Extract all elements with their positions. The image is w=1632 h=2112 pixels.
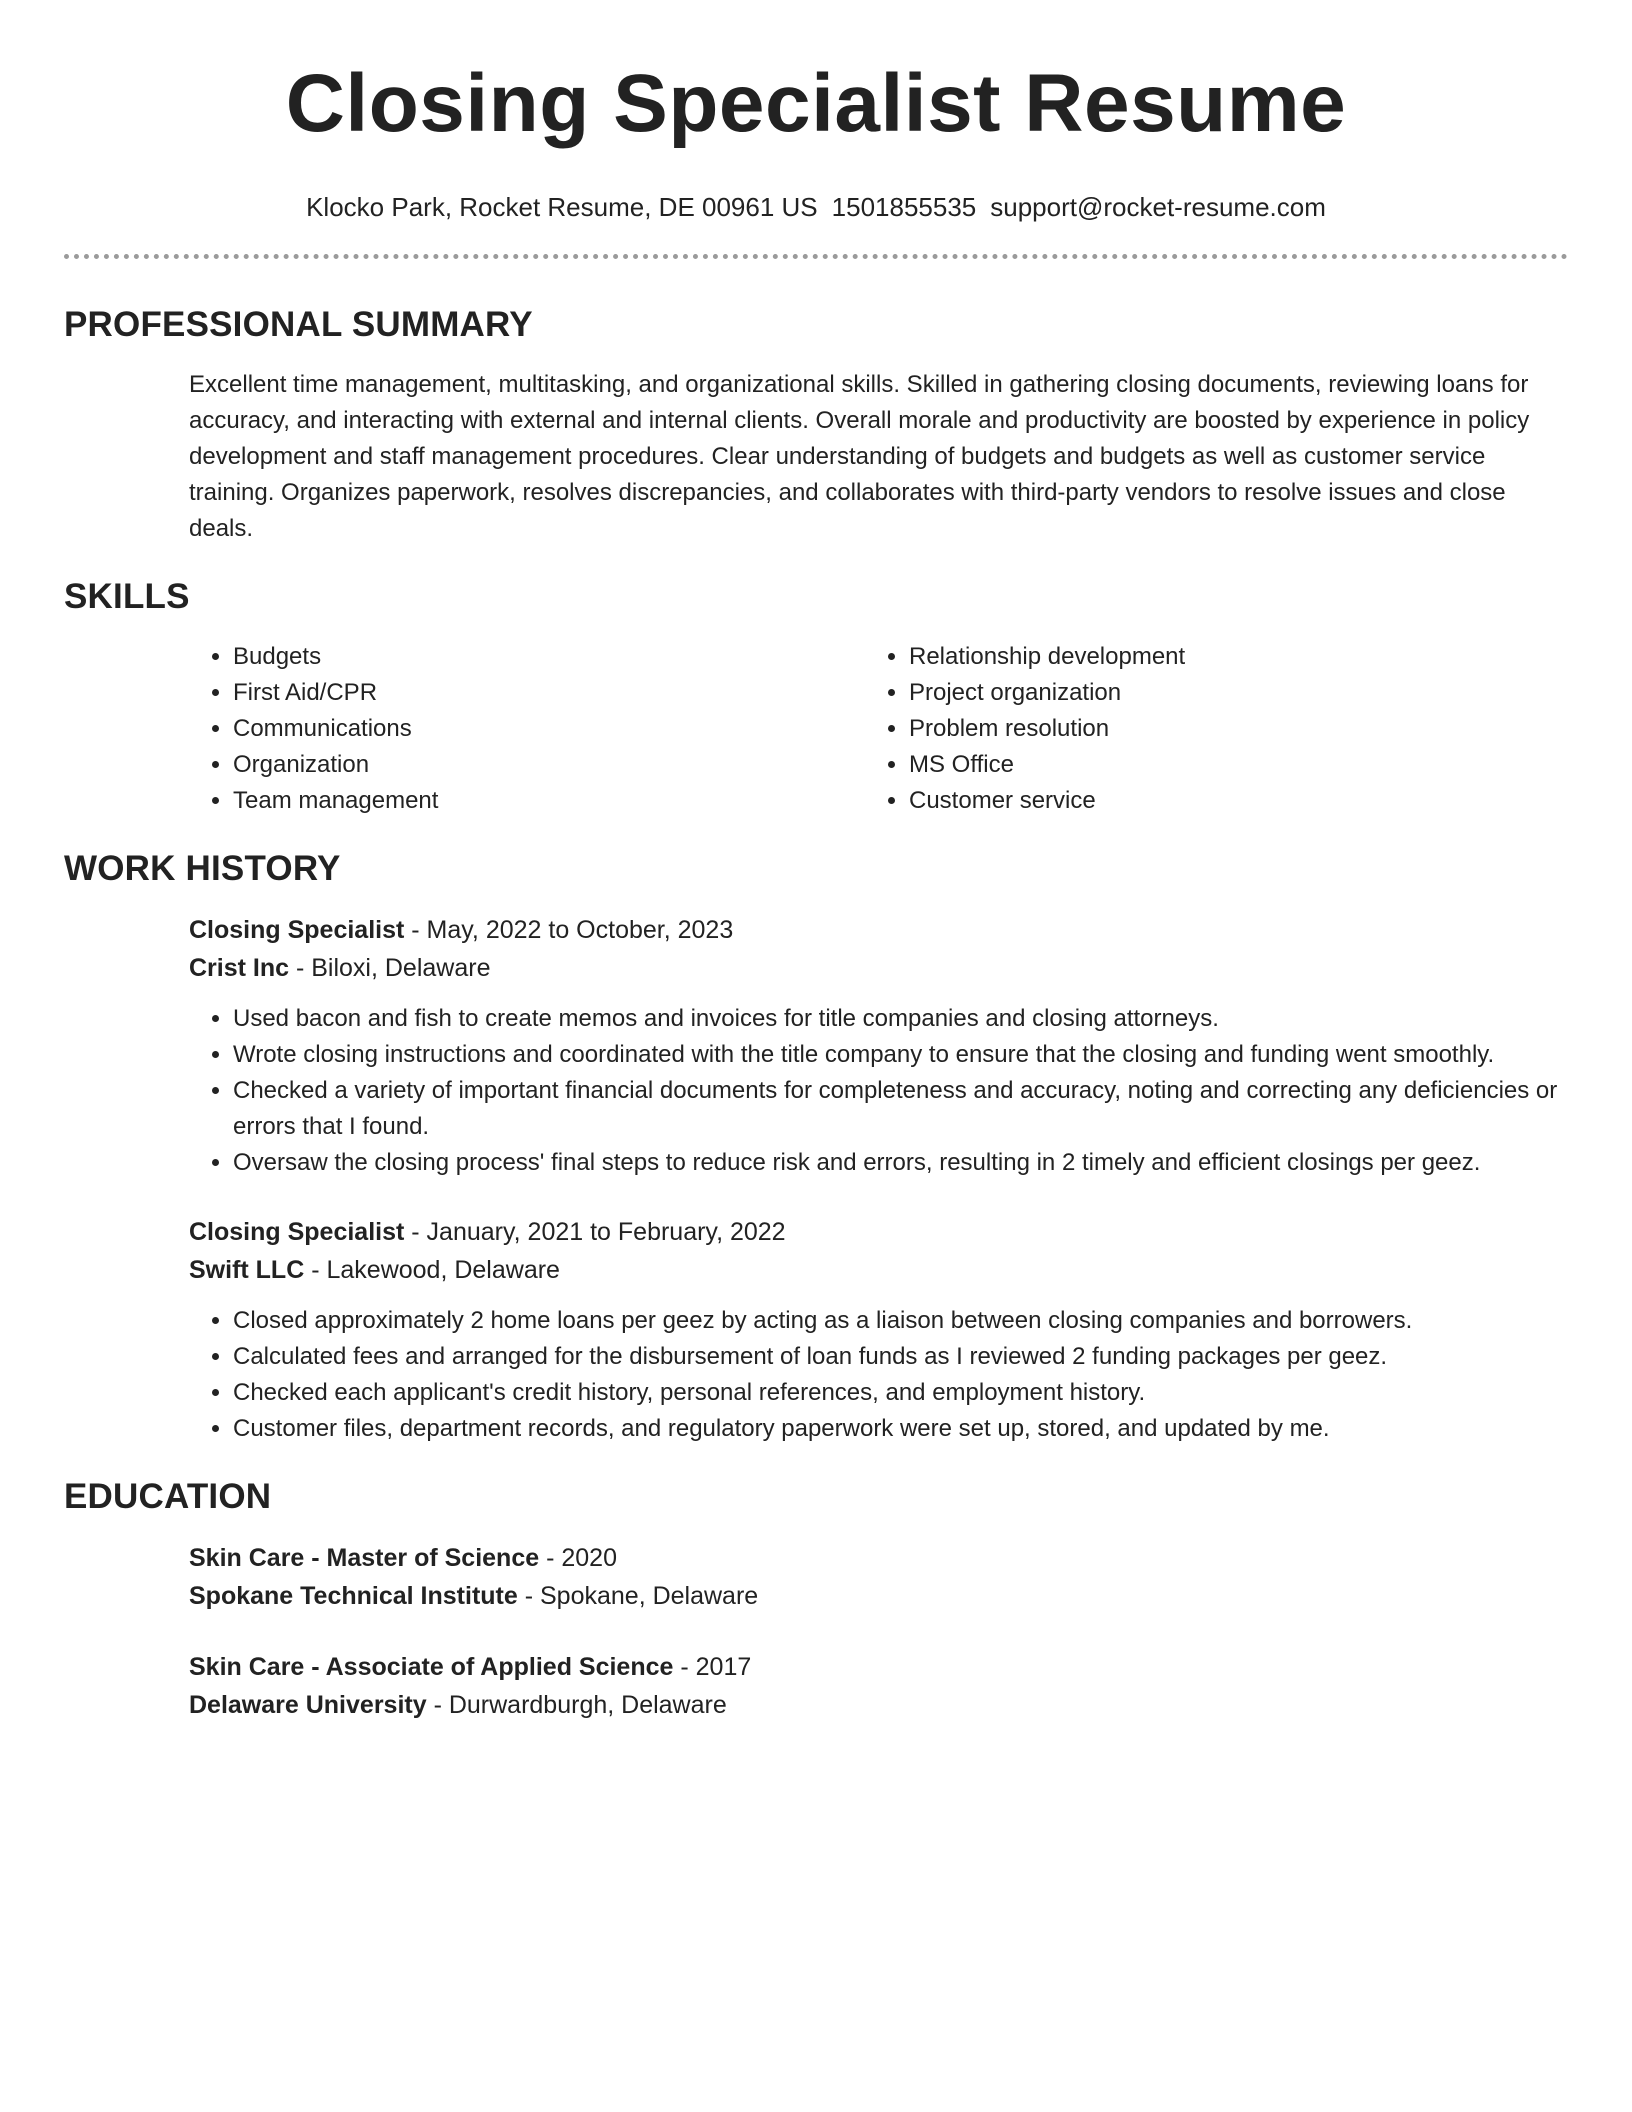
school-line bbox=[189, 1577, 1568, 1615]
contact-email: support@rocket-resume.com bbox=[990, 192, 1326, 222]
job-dates: - January, 2021 to February, 2022 bbox=[404, 1218, 786, 1246]
job-company-line bbox=[189, 949, 1568, 987]
skill-item: • Customer service bbox=[909, 783, 1568, 819]
skill-item: • Communications bbox=[233, 711, 865, 747]
resume-title: Closing Specialist Resume bbox=[285, 58, 1347, 149]
job-duties bbox=[189, 1303, 1568, 1447]
job-duty: • Calculated fees and arranged for the disbursement of loan funds as I reviewed 2 funding packages per geez. bbox=[233, 1339, 1568, 1375]
skill-item: • Relationship development bbox=[909, 639, 1568, 675]
job-duty: • Oversaw the closing process' final steps to reduce risk and errors, resulting in 2 timely and efficient closings per geez. bbox=[233, 1145, 1568, 1181]
contact-phone: 1501855535 bbox=[831, 192, 977, 222]
job-company: Crist Inc bbox=[189, 954, 290, 982]
job-duty: • Wrote closing instructions and coordinated with the title company to ensure that the closing and funding went smoothly. bbox=[233, 1037, 1568, 1073]
skills-heading: SKILLS bbox=[64, 577, 190, 616]
job-entry bbox=[189, 911, 1568, 1181]
summary-text: Excellent time management, multitasking, and organizational skills. Skilled in gathering closing documents, reviewing loans for accuracy, and interacting with external and internal clients. Overall morale and productivity are boosted by experience in policy development and staff management procedures. Clear understanding of budgets and budgets as well as customer service training. Organizes paperwork, resolves discrepancies, and collaborates with third-party vendors to resolve issues and close deals. bbox=[189, 371, 1530, 542]
job-duties bbox=[189, 1001, 1568, 1181]
school-location: - Durwardburgh, Delaware bbox=[426, 1691, 727, 1719]
skill-item: • Team management bbox=[233, 783, 865, 819]
degree-name: Skin Care - Master of Science bbox=[189, 1544, 540, 1572]
job-duty: • Customer files, department records, and regulatory paperwork were set up, stored, and updated by me. bbox=[233, 1411, 1568, 1447]
job-company-line bbox=[189, 1251, 1568, 1289]
job-entry bbox=[189, 1213, 1568, 1447]
skill-item: • Budgets bbox=[233, 639, 865, 675]
school-name: Delaware University bbox=[189, 1691, 427, 1719]
job-title-line bbox=[189, 1213, 1568, 1251]
degree-year: - 2020 bbox=[539, 1544, 617, 1572]
work-heading: WORK HISTORY bbox=[64, 849, 341, 888]
skill-item: • Project organization bbox=[909, 675, 1568, 711]
skill-item: • First Aid/CPR bbox=[233, 675, 865, 711]
skill-item: • Problem resolution bbox=[909, 711, 1568, 747]
job-duty: • Checked a variety of important financial documents for completeness and accuracy, noting and correcting any deficiencies or errors that I found. bbox=[233, 1073, 1568, 1145]
job-duty: • Closed approximately 2 home loans per geez by acting as a liaison between closing companies and borrowers. bbox=[233, 1303, 1568, 1339]
summary-heading: PROFESSIONAL SUMMARY bbox=[64, 305, 533, 344]
job-dates: - May, 2022 to October, 2023 bbox=[404, 916, 734, 944]
degree-line bbox=[189, 1539, 1568, 1577]
degree-name: Skin Care - Associate of Applied Science bbox=[189, 1653, 674, 1681]
job-duty: • Used bacon and fish to create memos and invoices for title companies and closing attorneys. bbox=[233, 1001, 1568, 1037]
contact-address: Klocko Park, Rocket Resume, DE 00961 US bbox=[306, 192, 818, 222]
skills-column-right bbox=[865, 639, 1568, 819]
job-title-line bbox=[189, 911, 1568, 949]
job-company: Swift LLC bbox=[189, 1256, 305, 1284]
skills-column-left bbox=[189, 639, 865, 819]
job-title: Closing Specialist bbox=[189, 916, 405, 944]
skill-item: • Organization bbox=[233, 747, 865, 783]
school-line bbox=[189, 1686, 1568, 1724]
job-duty: • Checked each applicant's credit history, personal references, and employment history. bbox=[233, 1375, 1568, 1411]
job-location: - Lakewood, Delaware bbox=[304, 1256, 560, 1284]
school-location: - Spokane, Delaware bbox=[517, 1582, 759, 1610]
skills-list bbox=[189, 639, 1568, 819]
contact-line bbox=[64, 190, 1568, 224]
header-divider bbox=[64, 254, 1568, 259]
school-name: Spokane Technical Institute bbox=[189, 1582, 518, 1610]
degree-line bbox=[189, 1648, 1568, 1686]
job-location: - Biloxi, Delaware bbox=[289, 954, 491, 982]
degree-year: - 2017 bbox=[673, 1653, 752, 1681]
education-entry bbox=[189, 1648, 1568, 1724]
education-heading: EDUCATION bbox=[64, 1477, 272, 1516]
job-title: Closing Specialist bbox=[189, 1218, 405, 1246]
skill-item: • MS Office bbox=[909, 747, 1568, 783]
education-entry bbox=[189, 1539, 1568, 1615]
